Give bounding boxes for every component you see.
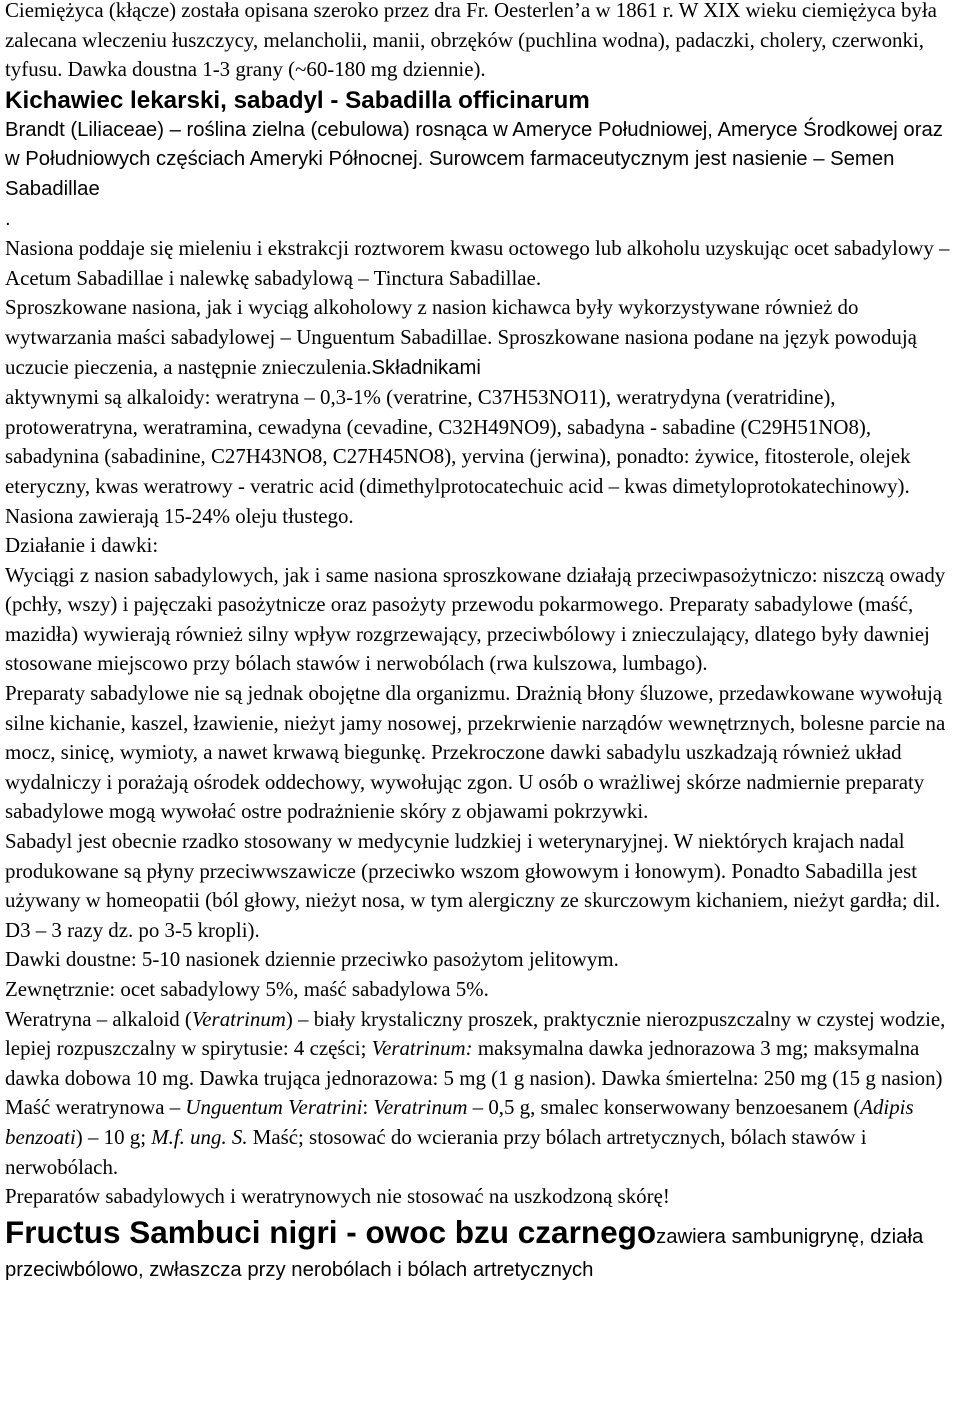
weratryna-latin-1: Veratrinum (191, 1006, 286, 1031)
masc-text-1: Maść weratrynowa – (5, 1095, 186, 1120)
paragraph-skladniki: aktywnymi są alkaloidy: weratryna – 0,3-1% (veratrine, C37H53NO11), weratrydyna (veratridine), protoweratryna, weratramina, cewadyna (cevadine, C32H49NO9), sabadyna - sabadine (C29H51NO8), sabadynina (sabadinine, C27H43NO8, C27H45NO8), yervina (jerwina), ponadto: żywice, fitosterole, olejek eteryczny, kwas weratrowy - veratric acid (dimethylprotocatechuic acid – kwas dimetyloprotokatechinowy). (5, 385, 911, 498)
masc-latin-2: Veratrinum (373, 1095, 468, 1120)
masc-text-5: Maść; stosować do wcierania przy bólach artretycznych, bólach stawów i nerwobólach. (5, 1124, 867, 1179)
paragraph-masc-weratrynowa (5, 1093, 956, 1182)
paragraph-dawki-doustne: Dawki doustne: 5-10 nasionek dziennie przeciwko pasożytom jelitowym. (5, 947, 619, 972)
paragraph-sabadyl-obecnie: Sabadyl jest obecnie rzadko stosowany w medycynie ludzkiej i weterynaryjnej. W niektórych krajach nadal produkowane są płyny przeciwwszawicze (przeciwko wszom głowowym i łonowym). Ponadto Sabadilla jest używany w homeopatii (ból głowy, nieżyt nosa, w tym alergiczny ze skurczowym kichaniem, nieżyt gardła; dil. D3 – 3 razy dz. po 3-5 kropli). (5, 829, 941, 942)
skladnikami-word: Składnikami (371, 356, 481, 379)
weratryna-latin-2: Veratrinum: (371, 1036, 473, 1061)
dot-line: . (5, 207, 11, 230)
heading-kichawiec-lekarski: Kichawiec lekarski, sabadyl - Sabadilla officinarum (5, 86, 590, 114)
paragraph-uszkodzona-skora: Preparatów sabadylowych i weratrynowych nie stosować na uszkodzoną skórę! (5, 1184, 670, 1209)
paragraph-wyciagi: Wyciągi z nasion sabadylowych, jak i same nasiona sproszkowane działają przeciwpasożytniczo: niszczą owady (pchły, wszy) i pajęczaki pasożytnicze oraz pasożyty przewodu pokarmowego. Preparaty sabadylowe (maść, mazidła) wywierają również silny wpływ rozgrzewający, przeciwbólowy i znieczulający, dlatego były dawniej stosowane miejscowo przy bólach stawów i nerwobólach (rwa kulszowa, lumbago). (5, 562, 946, 676)
paragraph-weratryna (5, 1005, 956, 1094)
paragraph-ekstrakcja: Nasiona poddaje się mieleniu i ekstrakcji roztworem kwasu octowego lub alkoholu uzyskując ocet sabadylowy – Acetum Sabadillae i nalewkę sabadylową – Tinctura Sabadillae. (5, 236, 950, 290)
paragraph-przeciwbolowo: przeciwbólowo, zwłaszcza przy nerobólach i bólach artretycznych (5, 1258, 594, 1281)
fructus-sambuci-tail: zawiera sambunigrynę, działa (656, 1225, 924, 1248)
masc-latin-3: Adipis benzoati (5, 1095, 914, 1149)
weratryna-text-3: maksymalna dawka jednorazowa 3 mg; maksymalna dawka dobowa 10 mg. Dawka trująca jednorazowa: 5 mg (1 g nasion). Dawka śmiertelna: 250 mg (15 g nasion) (5, 1036, 943, 1090)
masc-text-4: ) – 10 g; (75, 1124, 152, 1149)
masc-text-2: : (362, 1095, 374, 1120)
masc-latin-4: M.f. ung. S. (151, 1124, 248, 1149)
weratryna-text-1: Weratryna – alkaloid ( (5, 1006, 192, 1031)
masc-text-3: – 0,5 g, smalec konserwowany benzoesanem ( (467, 1095, 861, 1120)
paragraph-brandt: Brandt (Liliaceae) – roślina zielna (cebulowa) rosnąca w Ameryce Południowej, Ameryce Środkowej oraz w Południowych częściach Ameryki Północnej. Surowcem farmaceutycznym jest nasienie – Semen Sabadillae (5, 118, 943, 200)
fructus-sambuci-line (5, 1214, 956, 1255)
paragraph-zewnetrznie: Zewnętrznie: ocet sabadylowy 5%, maść sabadylowa 5%. (5, 977, 489, 1001)
heading-fructus-sambuci: Fructus Sambuci nigri - owoc bzu czarnego (5, 1213, 657, 1250)
sabadilla-section (5, 116, 956, 234)
sproszkowane-text: Sproszkowane nasiona, jak i wyciąg alkoholowy z nasion kichawca były wykorzystywane również do wytwarzania maści sabadylowej – Unguentum Sabadillae. Sproszkowane nasiona podane na język powodują uczucie pieczenia, a następnie znieczulenia. (5, 295, 917, 379)
paragraph-sproszkowane (5, 293, 956, 383)
paragraph-olej: Nasiona zawierają 15-24% oleju tłustego. (5, 503, 354, 528)
subheading-dzialanie-i-dawki: Działanie i dawki: (5, 533, 159, 558)
paragraph-ciemiezyca: Ciemiężyca (kłącze) została opisana szeroko przez dra Fr. Oesterlen’a w 1861 r. W XIX wieku ciemiężyca była zalecana wleczeniu łuszczycy, melancholii, manii, obrzęków (puchlina wodna), padaczki, cholery, czerwonki, tyfusu. Dawka doustna 1-3 grany (~60-180 mg dziennie). (5, 0, 937, 82)
paragraph-preparaty-toksycznosc: Preparaty sabadylowe nie są jednak obojętne dla organizmu. Drażnią błony śluzowe, przedawkowane wywołują silne kichanie, kaszel, łzawienie, nieżyt jamy nosowej, przekrwienie narządów wewnętrznych, bolesne parcie na mocz, sinicę, wymioty, a nawet krwawą biegunkę. Przekroczone dawki sabadylu uszkadzają również układ wydalniczy i porażają ośrodek oddechowy, wywołując zgon. U osób o wrażliwej skórze nadmiernie preparaty sabadylowe mogą wywołać ostre podrażnienie skóry z objawami pokrzywki. (5, 681, 946, 824)
masc-latin-1: Unguentum Veratrini (185, 1095, 363, 1120)
weratryna-text-2: ) – biały krystaliczny proszek, praktycznie nierozpuszczalny w czystej wodzie, lepiej rozpuszczalny w spirytusie: 4 części; (5, 1006, 946, 1061)
